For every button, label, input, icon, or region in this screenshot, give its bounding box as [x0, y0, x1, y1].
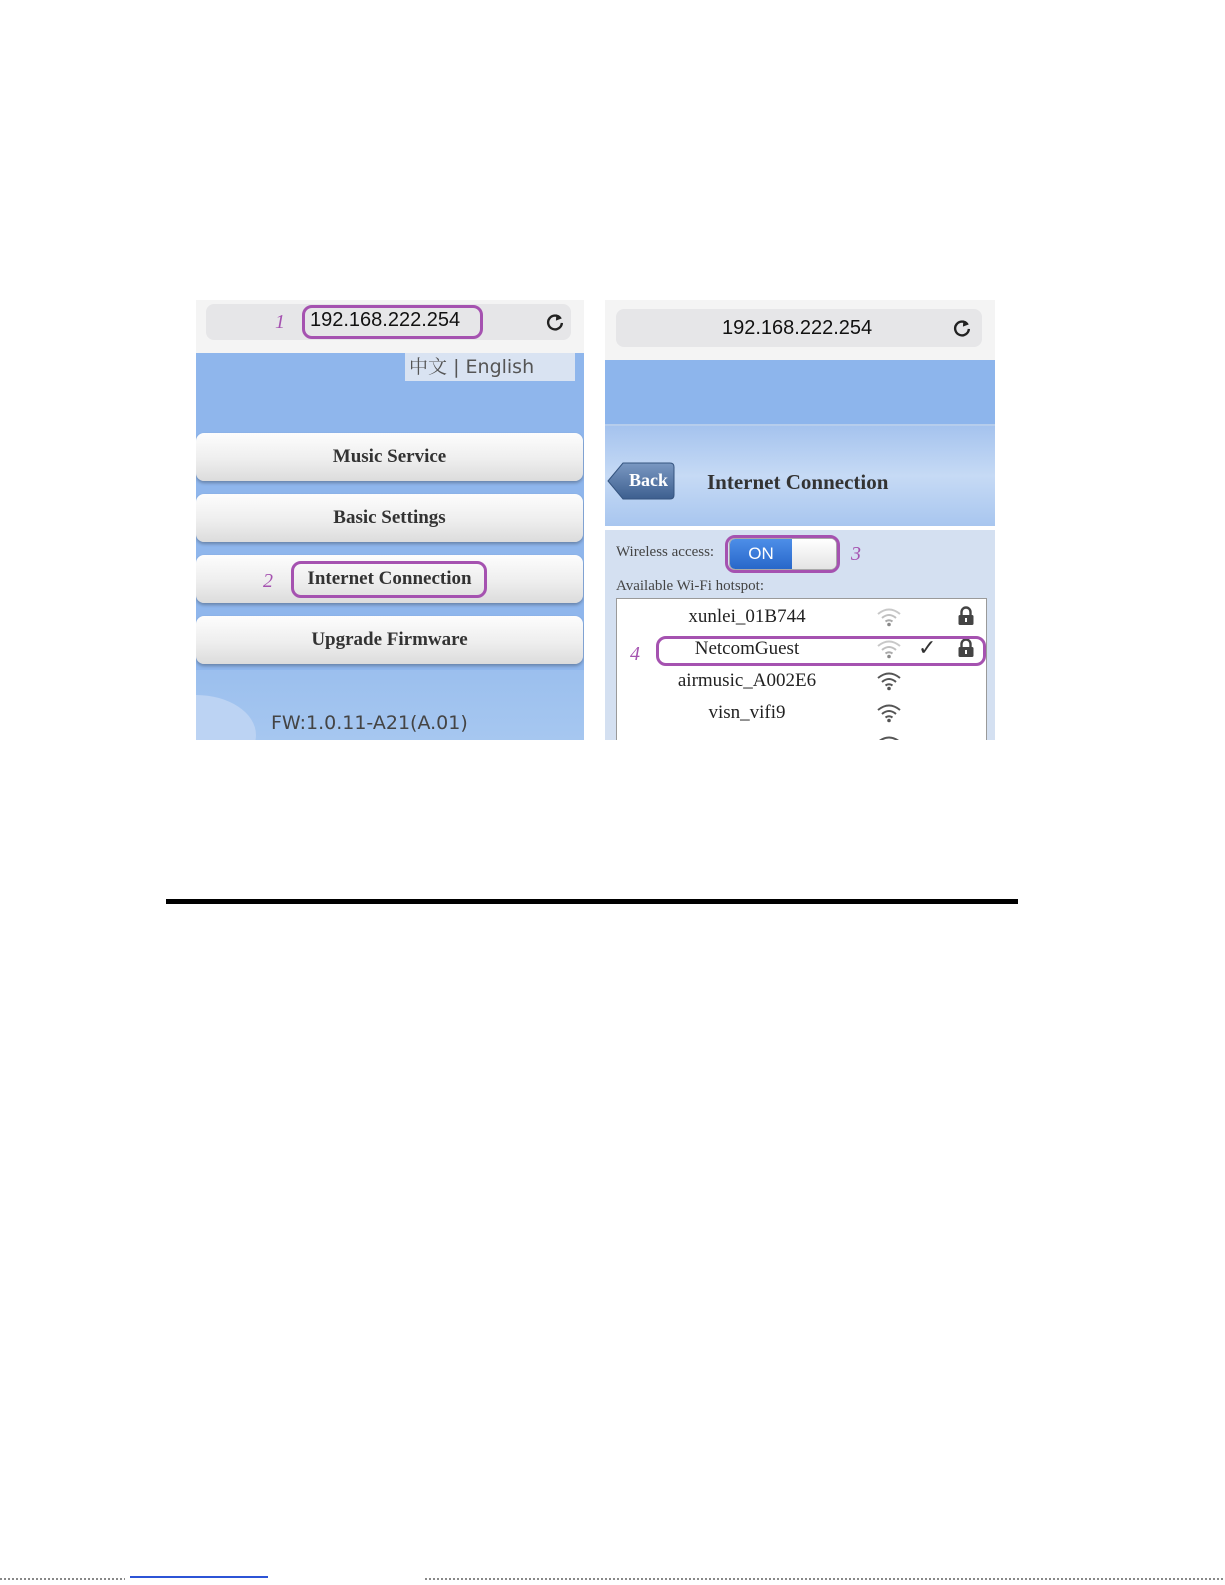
firmware-version: FW:1.0.11-A21(A.01)	[271, 712, 468, 734]
ssid-label: visn_vifi9	[708, 702, 786, 723]
url-text: 192.168.222.254	[722, 317, 873, 339]
upgrade-firmware-button[interactable]: Upgrade Firmware	[196, 616, 583, 664]
list-item[interactable]	[617, 665, 988, 697]
list-item[interactable]	[617, 697, 988, 729]
annotation-number-4: 4	[630, 643, 640, 665]
annotation-box-4	[656, 636, 986, 666]
checkmark-icon: ✓	[918, 636, 937, 661]
ssid-label: airmusic_A002E6	[677, 670, 817, 691]
lang-chinese[interactable]: 中文	[409, 356, 448, 378]
back-label: Back	[629, 470, 669, 490]
wifi-icon	[876, 703, 902, 723]
hotspot-list-label: Available Wi-Fi hotspot:	[616, 578, 764, 594]
wifi-icon	[876, 671, 902, 691]
horizontal-rule	[166, 899, 1018, 904]
back-button[interactable]	[607, 461, 675, 501]
page-title: Internet Connection	[707, 470, 889, 494]
reload-icon[interactable]	[951, 317, 973, 339]
wifi-icon	[876, 735, 902, 740]
url-text: 192.168.222.254	[310, 309, 461, 331]
lang-separator: |	[453, 356, 460, 378]
address-bar[interactable]	[616, 309, 982, 347]
annotation-number-1: 1	[275, 311, 285, 333]
annotation-box-2	[291, 561, 487, 598]
footer-link-underline[interactable]	[130, 1576, 268, 1578]
right-screenshot	[605, 300, 995, 740]
basic-settings-button[interactable]: Basic Settings	[196, 494, 583, 542]
annotation-box-3	[725, 535, 840, 573]
footer-dashes-left	[0, 1578, 125, 1580]
list-item-partial[interactable]	[617, 729, 988, 740]
footer-dashes-right	[425, 1578, 1225, 1580]
toggle-on-label: ON	[730, 539, 792, 569]
language-switcher	[405, 353, 575, 381]
lang-english[interactable]: English	[465, 356, 535, 378]
wireless-access-label: Wireless access:	[616, 544, 715, 560]
left-screenshot	[196, 300, 584, 740]
ssid-label: xunlei_01B744	[688, 606, 806, 627]
internet-connection-button[interactable]: Internet Connection	[196, 555, 583, 603]
ssid-label: NetcomGuest	[694, 638, 800, 659]
music-service-button[interactable]: Music Service	[196, 433, 583, 481]
annotation-box-1	[302, 305, 483, 339]
list-item[interactable]	[617, 601, 988, 633]
lock-icon	[957, 606, 975, 626]
reload-icon[interactable]	[544, 311, 566, 333]
hotspot-list	[616, 598, 987, 740]
browser-toolbar	[605, 300, 995, 360]
annotation-number-3: 3	[851, 543, 861, 565]
wifi-icon	[876, 607, 902, 627]
annotation-number-2: 2	[263, 570, 273, 592]
header-background	[605, 360, 995, 424]
